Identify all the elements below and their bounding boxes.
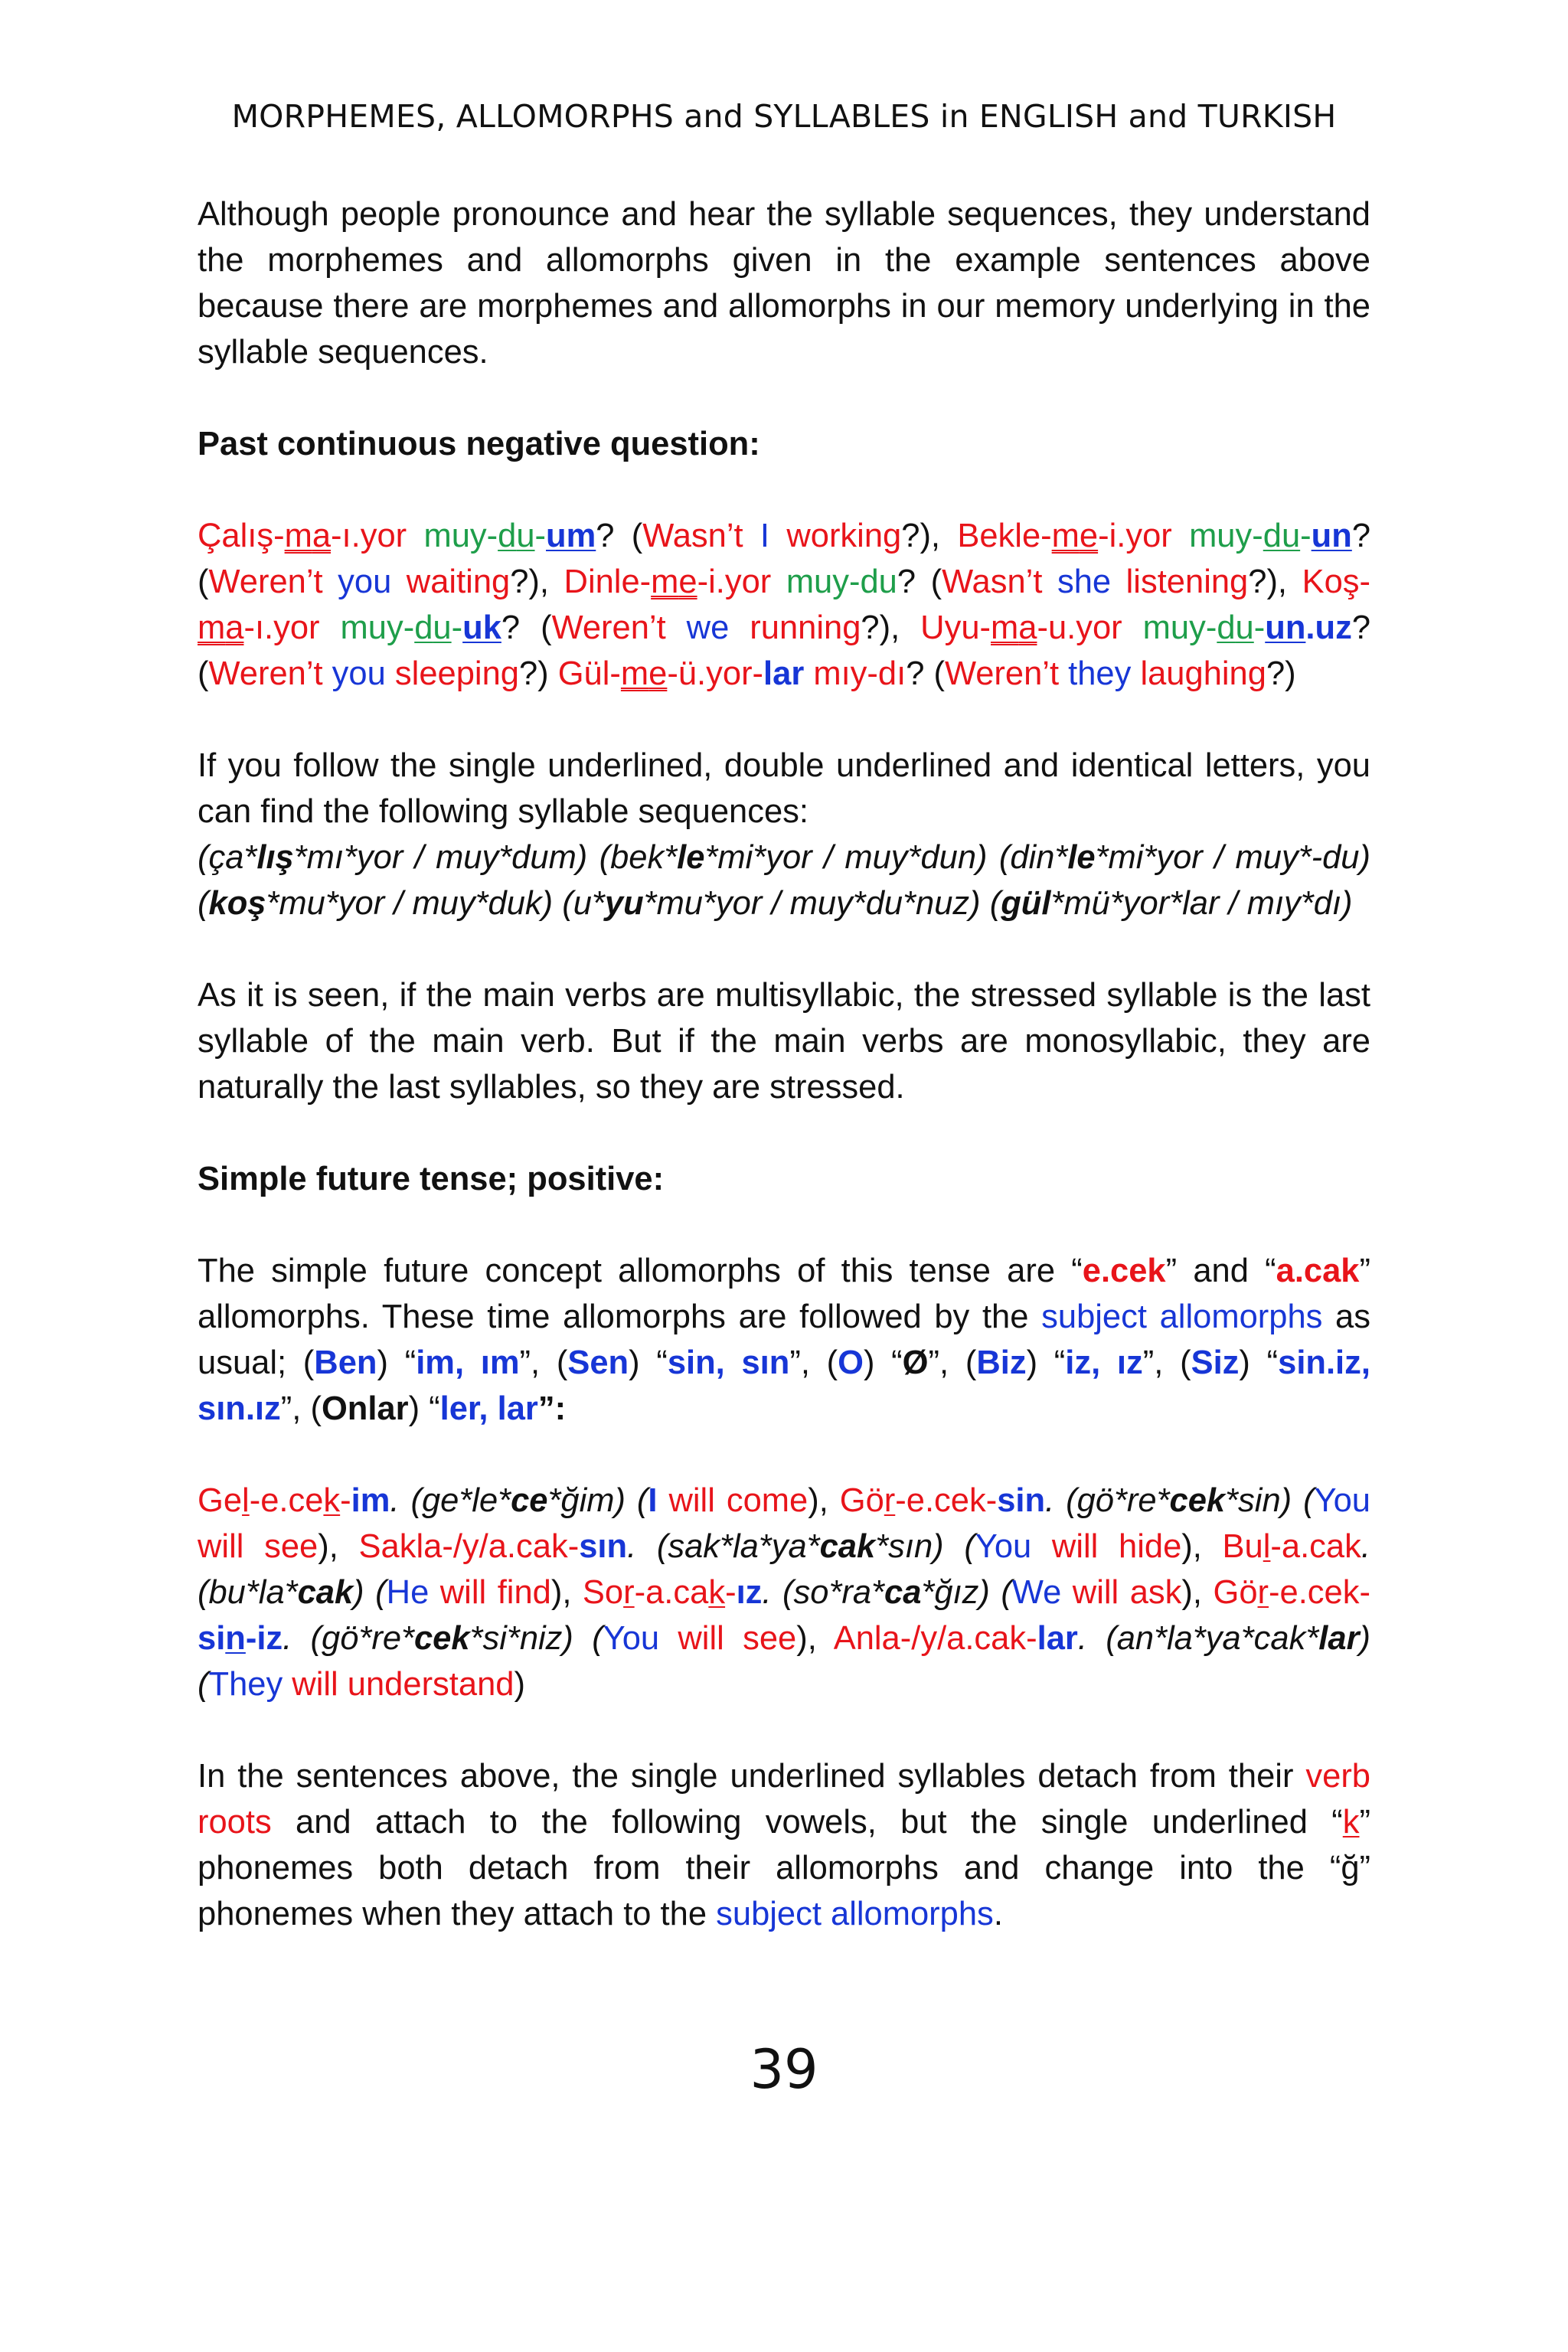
example-text: sin [997, 1482, 1046, 1519]
example-text: un [1265, 609, 1306, 646]
example-text: e [678, 564, 697, 600]
example-text: Weren’t [208, 564, 323, 600]
example-text: l [242, 1482, 250, 1519]
syllable-sequence-paragraph [198, 743, 1370, 926]
example-text: u [433, 609, 452, 646]
example-text: ask [1129, 1574, 1182, 1611]
example-text: u [1235, 609, 1254, 646]
example-text: e [1079, 518, 1099, 554]
example-text: ), [550, 1574, 583, 1611]
example-text: ), [318, 1528, 359, 1565]
example-text: m [651, 564, 679, 600]
example-text: Weren’t [551, 609, 666, 646]
example-text: r [1257, 1574, 1269, 1611]
example-text: . (ge*le* [390, 1482, 511, 1519]
example-text: working [786, 518, 902, 554]
sequence-stressed: le [1067, 839, 1096, 876]
example-text: a [225, 609, 244, 646]
example-text: Dinle- [564, 564, 652, 600]
example-text: will [429, 1574, 498, 1611]
example-text: ?), [901, 518, 958, 554]
allomorph: sin.iz, sın.ız [198, 1344, 1370, 1427]
sequence-stressed: yu [604, 885, 644, 922]
paragraph-text: If you follow the single underlined, double underlined and identical letters, you can find the following syllable sequences: [198, 747, 1370, 830]
example-text: find [497, 1574, 551, 1611]
example-text: Çalış- [198, 518, 285, 554]
example-text: u [1281, 518, 1301, 554]
example-text: um [546, 518, 596, 554]
page-body [198, 191, 1370, 1937]
example-text: see [264, 1528, 318, 1565]
example-text: you [322, 655, 395, 692]
example-text: ? ( [596, 518, 643, 554]
example-text: -e.cek- [895, 1482, 998, 1519]
example-text: you [322, 564, 407, 600]
example-text: -e.cek- [1269, 1574, 1370, 1611]
example-text: -iz [245, 1620, 283, 1657]
paragraph-text: . [993, 1896, 1003, 1932]
example-text: *ğız) ( [921, 1574, 1012, 1611]
example-text: lar [1318, 1620, 1360, 1657]
example-text: -ı.yor [243, 609, 320, 646]
example-text: . (gö*re* [1045, 1482, 1170, 1519]
example-text: -ü.yor- [667, 655, 764, 692]
example-text: sın [579, 1528, 628, 1565]
example-text: Anla-/y/a.cak- [833, 1620, 1037, 1657]
allomorph: sin, sın [667, 1344, 790, 1381]
example-text: I [743, 518, 787, 554]
example-text: -e.ce [249, 1482, 324, 1519]
example-text: Ge [198, 1482, 243, 1519]
paragraph-text: ) “ [1026, 1344, 1066, 1381]
example-text: They [208, 1666, 283, 1703]
example-text: Wasn’t [642, 518, 743, 554]
example-text: will [198, 1528, 265, 1565]
example-text: - [534, 518, 547, 554]
pronoun: Ben [314, 1344, 377, 1381]
paragraph-text: ” phonemes both detach from their allomorphs and change into the “ğ” phonemes when they attach to the [198, 1804, 1370, 1932]
example-text: lar [1037, 1620, 1078, 1657]
example-text: -i.yor [697, 564, 772, 600]
example-text: running [750, 609, 861, 646]
example-text: m [198, 609, 226, 646]
paragraph-text: ”, ( [789, 1344, 838, 1381]
example-text: cak [819, 1528, 876, 1565]
section-heading-simple-future: Simple future tense; positive: [198, 1161, 665, 1197]
example-text: muy- [1171, 518, 1263, 554]
example-text: Bu [1222, 1528, 1263, 1565]
sequence-text: *mü*yor*lar / mıy*dı) [1050, 885, 1353, 922]
example-text: cek [1169, 1482, 1226, 1519]
example-text: ), [1181, 1574, 1214, 1611]
example-text: Weren’t [208, 655, 323, 692]
example-text: listening [1125, 564, 1249, 600]
example-text: ), [1181, 1528, 1223, 1565]
example-text: Bekle- [957, 518, 1052, 554]
example-text: ?) [1266, 655, 1296, 692]
example-text: muy-du [771, 564, 897, 600]
example-text: ( [198, 564, 209, 600]
allomorph: im, ım [416, 1344, 520, 1381]
example-text: - [1300, 518, 1312, 554]
example-text: will [659, 1620, 743, 1657]
example-text: d [1217, 609, 1236, 646]
example-text: d [414, 609, 433, 646]
example-text: Gö [1213, 1574, 1258, 1611]
paragraph-text: ) “ [377, 1344, 416, 1381]
example-text: Uyu- [920, 609, 991, 646]
pronoun: Sen [567, 1344, 629, 1381]
example-text: mıy-dı [804, 655, 906, 692]
example-text: ? [1351, 609, 1371, 646]
sequence-stressed: gül [1001, 885, 1051, 922]
example-text: sleeping [394, 655, 519, 692]
example-text: -u.yor [1037, 609, 1122, 646]
sequence-text: (ça* [198, 839, 257, 876]
paragraph-text: ” allomorphs. These time allomorphs are followed by the [198, 1253, 1370, 1335]
intro-paragraph: Although people pronounce and hear the syllable sequences, they understand the morphemes and allomorphs given in the example sentences above because there are morphemes and allomorphs in our memory underlying in the syllable sequences. [198, 196, 1370, 371]
example-text: ? ( [897, 564, 942, 600]
example-text: Wasn’t [942, 564, 1043, 600]
example-text: Gül- [557, 655, 621, 692]
example-text: ) ( [198, 1620, 1371, 1703]
example-text: uk [462, 609, 501, 646]
example-text: muy- [1122, 609, 1217, 646]
example-text: *sın) ( [875, 1528, 975, 1565]
example-text: si [198, 1620, 226, 1657]
example-text: ? ( [906, 655, 945, 692]
example-text: - [340, 1482, 351, 1519]
example-text: ?), [861, 609, 921, 646]
example-text: ) [514, 1666, 525, 1703]
example-text: You [975, 1528, 1032, 1565]
paragraph-text: and attach to the following vowels, but the single underlined “ [271, 1804, 1343, 1841]
example-text: e [648, 655, 668, 692]
sequence-stressed: le [677, 839, 705, 876]
pronoun: Biz [976, 1344, 1027, 1381]
paragraph-text: The simple future concept allomorphs of this tense are “ [198, 1253, 1083, 1289]
future-allomorphs-paragraph [198, 1248, 1370, 1432]
sequence-text: *mu*yor / muy*du*nuz) ( [643, 885, 1001, 922]
simple-future-examples [198, 1478, 1370, 1707]
pronoun: Siz [1191, 1344, 1240, 1381]
example-text: I [648, 1482, 658, 1519]
example-text: *sin) ( [1225, 1482, 1315, 1519]
example-text: ?), [510, 564, 564, 600]
example-text: we [665, 609, 750, 646]
example-text: cek [413, 1620, 470, 1657]
example-text: ) ( [353, 1574, 387, 1611]
example-text: im [351, 1482, 390, 1519]
example-text: You [1314, 1482, 1370, 1519]
example-text: We [1011, 1574, 1062, 1611]
example-text: ?), [1248, 564, 1302, 600]
example-text: d [498, 518, 517, 554]
pronoun: Onlar [321, 1390, 409, 1427]
example-text: . (so*ra* [762, 1574, 884, 1611]
example-text: ce [511, 1482, 548, 1519]
example-text: waiting [406, 564, 511, 600]
example-text: *ğim) ( [547, 1482, 648, 1519]
example-text: ( [198, 655, 209, 692]
example-text: see [743, 1620, 797, 1657]
example-text: . (bu*la* [198, 1528, 1370, 1611]
allomorph: a.cak [1276, 1253, 1360, 1289]
closing-paragraph [198, 1753, 1370, 1937]
example-text: -i.yor [1098, 518, 1172, 554]
example-text: will [1031, 1528, 1119, 1565]
paragraph-text: ”, ( [928, 1344, 977, 1381]
example-text: hide [1119, 1528, 1182, 1565]
paragraph-text: ”, ( [280, 1390, 322, 1427]
highlighted-term: k [1342, 1804, 1360, 1841]
sequence-text: *mi*yor / muy*dun) (din* [704, 839, 1068, 876]
example-text: lar [763, 655, 805, 692]
paragraph-text: ”, ( [1142, 1344, 1191, 1381]
pronoun: O [838, 1344, 864, 1381]
paragraph-text: ) “ [1239, 1344, 1279, 1381]
example-text: Sakla-/y/a.cak- [358, 1528, 580, 1565]
example-text: . (sak*la*ya* [627, 1528, 820, 1565]
example-text: ), [808, 1482, 840, 1519]
example-text: - [1253, 609, 1266, 646]
example-text: m [991, 609, 1019, 646]
example-text: He [386, 1574, 430, 1611]
example-text: will [1061, 1574, 1130, 1611]
example-text: ız [736, 1574, 763, 1611]
example-text: n [225, 1620, 246, 1657]
example-text: m [1051, 518, 1080, 554]
example-text: Gö [839, 1482, 884, 1519]
example-text: Koş- [1302, 564, 1371, 600]
example-text: ?) [518, 655, 558, 692]
highlighted-term: subject allomorphs [716, 1896, 994, 1932]
example-text: . (an*la*ya*cak* [1077, 1620, 1319, 1657]
example-text: muy- [423, 518, 498, 554]
allomorph: iz, ız [1065, 1344, 1143, 1381]
section-heading-past-continuous: Past continuous negative question: [198, 426, 760, 462]
example-text: muy- [319, 609, 415, 646]
paragraph-text: ) “ [863, 1344, 903, 1381]
example-text: ca [884, 1574, 922, 1611]
example-text: r [884, 1482, 896, 1519]
running-header: MORPHEMES, ALLOMORPHS and SYLLABLES in ENGLISH and TURKISH [231, 98, 1337, 135]
example-text: d [1263, 518, 1282, 554]
paragraph-text: ” and “ [1165, 1253, 1276, 1289]
example-text: un [1311, 518, 1352, 554]
example-text: *si*niz) ( [469, 1620, 603, 1657]
example-text: a [1018, 609, 1037, 646]
example-text: k [708, 1574, 726, 1611]
allomorph: Ø [902, 1344, 929, 1381]
example-text: cak [297, 1574, 354, 1611]
example-text: - [451, 609, 463, 646]
paragraph-text: as usual; ( [198, 1298, 1370, 1381]
paragraph-text: ”: [537, 1390, 567, 1427]
example-text: r [623, 1574, 635, 1611]
example-text: l [1263, 1528, 1271, 1565]
example-text: will [657, 1482, 727, 1519]
example-text: u [516, 518, 535, 554]
sequence-text: *mı*yor / muy*dum) (bek* [293, 839, 678, 876]
example-text: .uz [1305, 609, 1352, 646]
example-text: they [1059, 655, 1141, 692]
paragraph-text: ) “ [629, 1344, 668, 1381]
sequence-stressed: koş [208, 885, 266, 922]
example-text: So [582, 1574, 624, 1611]
paragraph-text: ) “ [408, 1390, 440, 1427]
example-text: -a.cak [1270, 1528, 1361, 1565]
past-continuous-examples [198, 513, 1370, 697]
example-text: . (gö*re* [283, 1620, 414, 1657]
example-text: k [323, 1482, 341, 1519]
paragraph-text: ”, ( [519, 1344, 568, 1381]
example-text: ? [1351, 518, 1371, 554]
example-text: -a.ca [634, 1574, 709, 1611]
example-text: Weren’t [944, 655, 1060, 692]
example-text: ), [796, 1620, 834, 1657]
highlighted-term: verb roots [198, 1758, 1370, 1841]
highlighted-term: subject allomorphs [1041, 1298, 1323, 1335]
example-text: -ı.yor [331, 518, 407, 554]
sequence-text: *mi*yor / muy*-du) ( [198, 839, 1370, 922]
paragraph-text: In the sentences above, the single underlined syllables detach from their [198, 1758, 1306, 1795]
sequence-text: *mu*yor / muy*duk) (u* [266, 885, 605, 922]
example-text: laughing [1140, 655, 1266, 692]
sequence-stressed: lış [256, 839, 294, 876]
example-text: will understand [283, 1666, 514, 1703]
allomorph: ler, lar [439, 1390, 538, 1427]
example-text: - [725, 1574, 737, 1611]
example-text: a [312, 518, 332, 554]
allomorph: e.cek [1082, 1253, 1166, 1289]
example-text: m [284, 518, 312, 554]
page-number: 39 [750, 2038, 818, 2101]
example-text: she [1042, 564, 1126, 600]
example-text: come [726, 1482, 808, 1519]
example-text: ? ( [501, 609, 552, 646]
example-text: m [620, 655, 649, 692]
stress-paragraph: As it is seen, if the main verbs are multisyllabic, the stressed syllable is the last syllable of the main verb. But if the main verbs are monosyllabic, they are naturally the last syllables, so they are stressed. [198, 977, 1370, 1106]
example-text: You [603, 1620, 660, 1657]
